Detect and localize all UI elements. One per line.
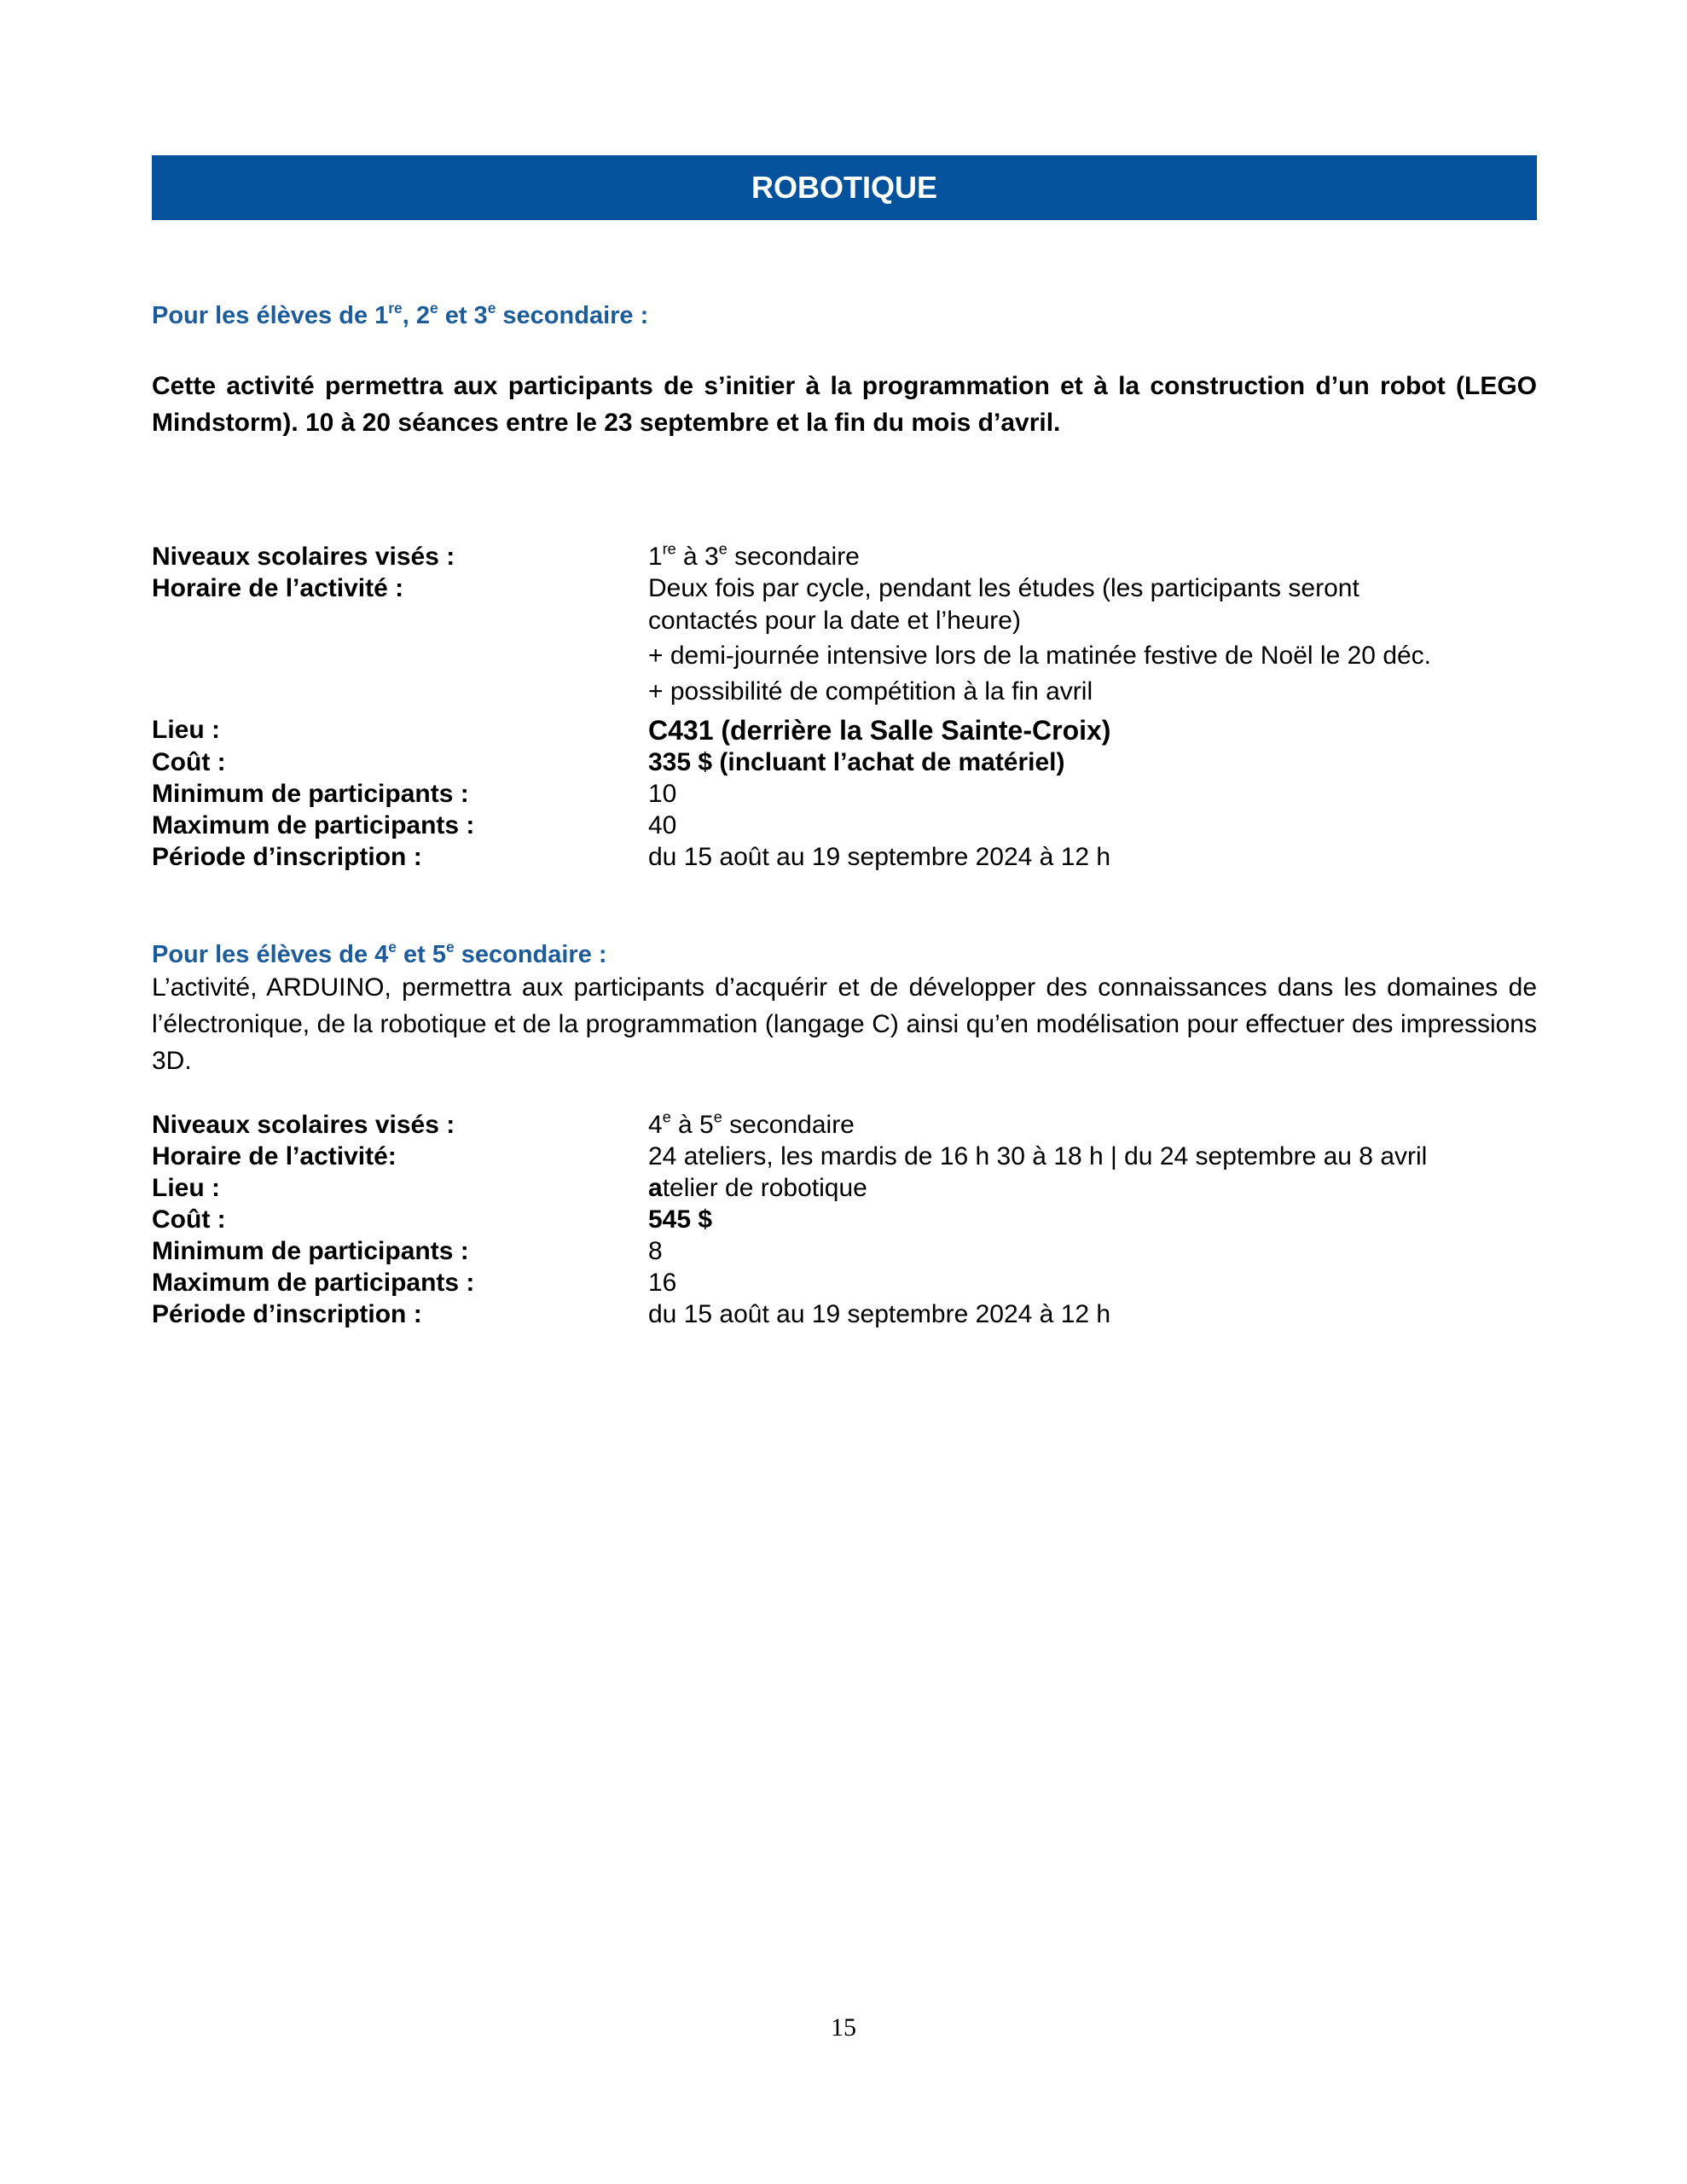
detail-value: 24 ateliers, les mardis de 16 h 30 à 18 h | du 24 septembre au 8 avril (648, 1142, 1428, 1170)
heading-text: et 3 (438, 302, 488, 329)
detail-value: Deux fois par cycle, pendant les études (les participants seront contactés pour la date et l’heure) (648, 574, 1359, 635)
detail-label: Lieu : (152, 1174, 220, 1202)
section2-heading (152, 939, 607, 970)
section2-description: L’activité, ARDUINO, permettra aux participants d’acquérir et de développer des connaissances dans les domaines de l’électronique, de la robotique et de la programmation (langage C) ainsi qu’en modélisation pour effectuer des impressions 3D. (152, 973, 1537, 1075)
heading-sup: e (445, 938, 455, 956)
heading-text: et 5 (396, 941, 446, 968)
detail-label: Minimum de participants : (152, 1237, 469, 1265)
detail-value: du 15 août au 19 septembre 2024 à 12 h (648, 843, 1111, 871)
banner-title: ROBOTIQUE (751, 170, 937, 205)
heading-sup: e (487, 299, 496, 317)
heading-text: secondaire : (496, 302, 649, 329)
detail-label: Horaire de l’activité: (152, 1142, 397, 1170)
detail-label: Minimum de participants : (152, 780, 469, 808)
heading-text: secondaire : (454, 941, 607, 968)
heading-text: Pour les élèves de 4 (152, 941, 389, 968)
detail-label: Période d’inscription : (152, 1300, 422, 1328)
section1-description: Cette activité permettra aux participants de s’initier à la programmation et à la construction d’un robot (LEGO Mindstorm). 10 à 20 séances entre le 23 septembre et la fin du mois d’avril. (152, 372, 1537, 437)
detail-label: Horaire de l’activité : (152, 574, 404, 602)
detail-value: 1re à 3e secondaire (648, 540, 860, 571)
section-banner (152, 155, 1537, 220)
heading-text: , 2 (402, 302, 430, 329)
detail-label: Niveaux scolaires visés : (152, 1111, 455, 1139)
section1-heading (152, 300, 648, 331)
detail-value: + demi-journée intensive lors de la matinée festive de Noël le 20 déc. (648, 642, 1432, 670)
heading-sup: e (429, 299, 438, 317)
detail-value: + possibilité de compétition à la fin avril (648, 677, 1093, 706)
detail-value: du 15 août au 19 septembre 2024 à 12 h (648, 1300, 1111, 1328)
detail-value: 545 $ (648, 1205, 713, 1234)
heading-sup: e (388, 938, 397, 956)
detail-label: Niveaux scolaires visés : (152, 543, 455, 571)
detail-label: Période d’inscription : (152, 843, 422, 871)
page-number: 15 (831, 2013, 856, 2042)
detail-value: 10 (648, 780, 677, 808)
detail-value: 8 (648, 1237, 663, 1265)
heading-sup: re (388, 299, 403, 317)
detail-value: C431 (derrière la Salle Sainte-Croix) (648, 715, 1111, 746)
detail-value: 335 $ (incluant l’achat de matériel) (648, 748, 1065, 776)
detail-value: 16 (648, 1269, 677, 1297)
detail-value: 40 (648, 811, 677, 839)
detail-value: atelier de robotique (648, 1174, 867, 1202)
detail-label: Maximum de participants : (152, 811, 475, 839)
detail-label: Maximum de participants : (152, 1269, 475, 1297)
detail-label: Coût : (152, 1205, 226, 1234)
detail-label: Lieu : (152, 716, 220, 744)
detail-label: Coût : (152, 748, 226, 776)
detail-value: 4e à 5e secondaire (648, 1108, 855, 1139)
heading-text: Pour les élèves de 1 (152, 302, 389, 329)
